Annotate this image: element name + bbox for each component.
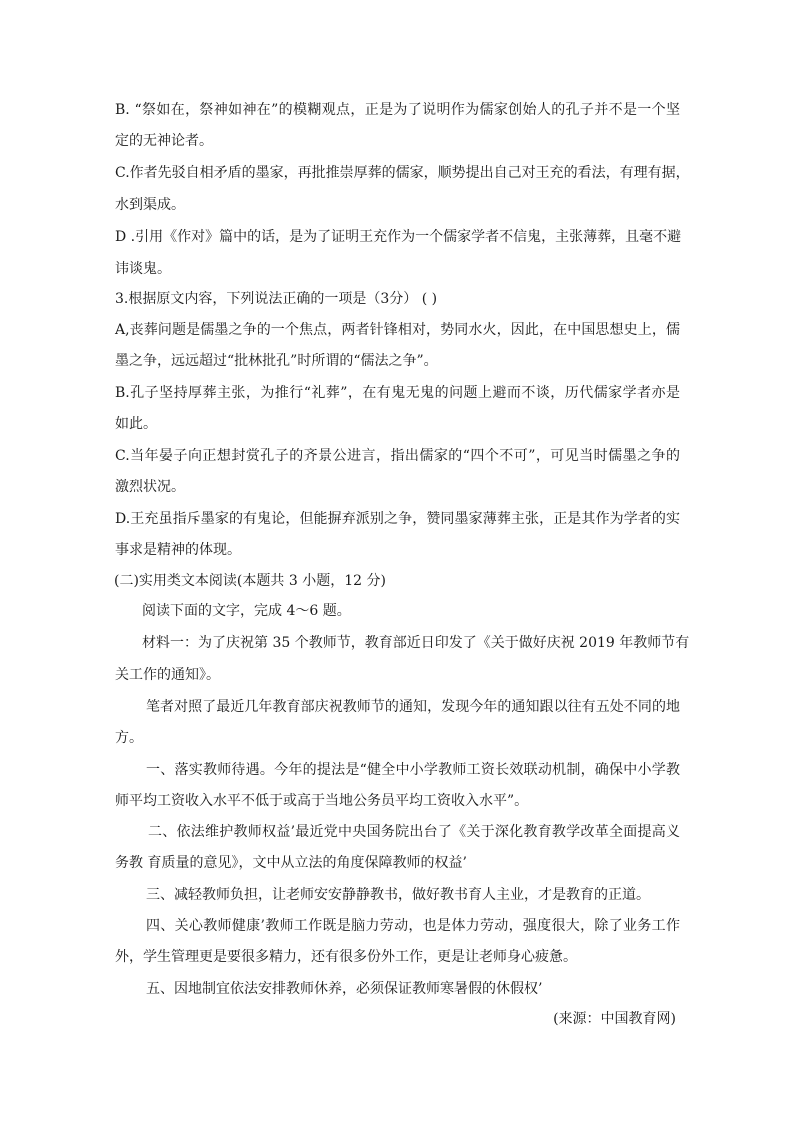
paragraph7-line1: 五、因地制宜依法安排教师休养，必须保证教师寒暑假的休假权’ xyxy=(146,981,543,997)
paragraph5-line1: 三、减轻教师负担，让老师安安静静教书，做好教书育人主业，才是教育的正道。 xyxy=(146,887,650,903)
material1-line1: 材料一：为了庆祝第 35 个教师节，教育部近日印发了《关于做好庆祝 2019 年教师节有 xyxy=(142,635,690,651)
paragraph2-line1: 笔者对照了最近几年教育部庆祝教师节的通知，发现今年的通知跟以往有五处不同的地 xyxy=(146,699,680,715)
q3-option-a-line1: A,丧葬问题是儒墨之争的一个焦点，两者针锋相对，势同水火，因此，在中国思想史上，儒 xyxy=(115,322,680,338)
paragraph4-line2: 务教 育质量的意见》，文中从立法的角度保障教师的权益’ xyxy=(115,855,467,871)
paragraph3-line1: 一、落实教师待遇。今年的提法是“健全中小学教师工资长效联动机制，确保中小学教 xyxy=(146,762,680,778)
paragraph2-line2: 方。 xyxy=(115,730,143,746)
q2-option-b-line2: 定的无神论者。 xyxy=(115,133,213,149)
paragraph6-line2: 外，学生管理更是要很多精力，还有很多份外工作，更是让老师身心疲惫。 xyxy=(115,949,577,965)
q3-option-b-line1: B.孔子坚持厚葬主张，为推行“礼葬”，在有鬼无鬼的问题上避而不谈，历代儒家学者亦是 xyxy=(115,385,680,401)
q3-option-c-line2: 激烈状况。 xyxy=(115,479,185,495)
paragraph4-line1: 二、依法维护教师权益’最近党中央国务院出台了《关于深化教育教学改革全面提高义 xyxy=(148,824,680,840)
section2-instruction: 阅读下面的文字，完成 4～6 题。 xyxy=(142,603,351,619)
q2-option-d-line1: D .引用《作对》篇中的话，是为了证明王充作为一个儒家学者不信鬼，主张薄葬，且毫不避 xyxy=(115,229,682,245)
q3-option-c-line1: C.当年晏子向正想封赏孔子的齐景公进言，指出儒家的“四个不可”，可见当时儒墨之争的 xyxy=(115,448,680,464)
q3-option-a-line2: 墨之争，远远超过“批林批孔”时所谓的“儒法之争”。 xyxy=(115,353,438,369)
paragraph3-line2: 师平均工资收入水平不低于或高于当地公务员平均工资收入水平”。 xyxy=(115,793,529,809)
q2-option-c-line1: C.作者先驳自相矛盾的墨家，再批推崇厚葬的儒家，顺势提出自己对王充的看法，有理有据， xyxy=(115,165,690,181)
q3-option-d-line1: D.王充虽指斥墨家的有鬼论，但能摒弃派别之争，赞同墨家薄葬主张，正是其作为学者的实 xyxy=(115,511,680,527)
q3-option-d-line2: 事求是精神的体现。 xyxy=(115,542,241,558)
q2-option-c-line2: 水到渠成。 xyxy=(115,197,185,213)
q2-option-d-line2: 讳谈鬼。 xyxy=(115,261,171,277)
paragraph6-line1: 四、关心教师健康’教师工作既是脑力劳动，也是体力劳动，强度很大，除了业务工作 xyxy=(146,918,680,934)
q2-option-b-line1: B. “祭如在，祭神如神在”的模糊观点，正是为了说明作为儒家创始人的孔子并不是一个坚 xyxy=(115,102,680,118)
q3-option-b-line2: 如此。 xyxy=(115,416,157,432)
source-citation: (来源：中国教育网) xyxy=(553,1011,676,1027)
q3-stem: 3.根据原文内容，下列说法正确的一项是（3分） ( ) xyxy=(115,291,438,307)
material1-line2: 关工作的通知》。 xyxy=(115,667,220,683)
section2-heading: (二)实用类文本阅读(本题共 3 小题，12 分) xyxy=(114,573,386,589)
